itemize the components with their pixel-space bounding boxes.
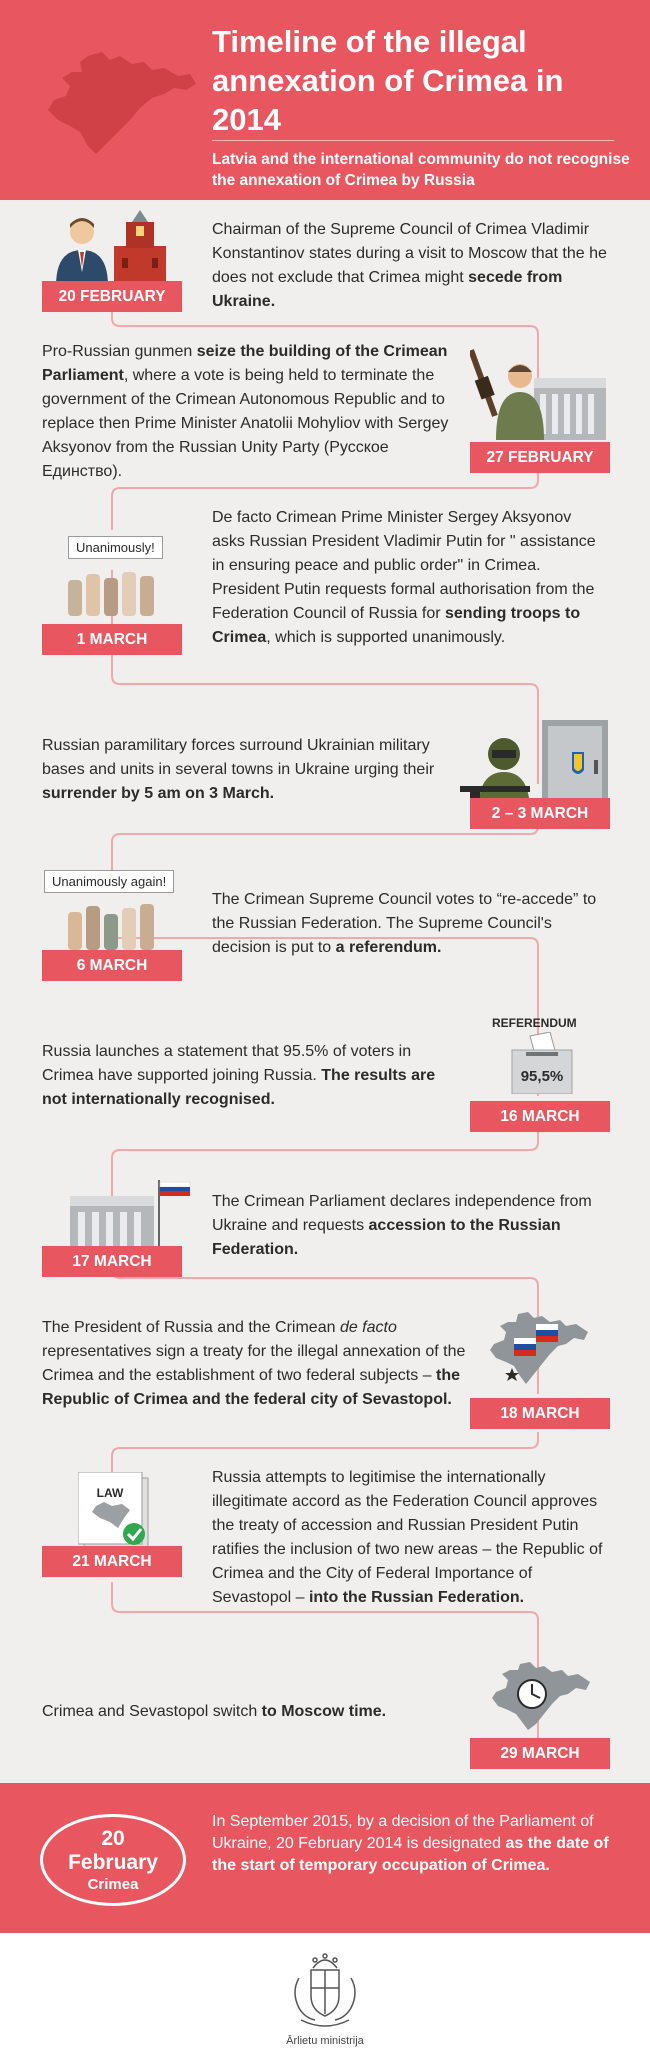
- date-badge-1-march: 1 MARCH: [42, 624, 182, 655]
- bold-text: surrender by 5 am on 3 March.: [42, 785, 275, 802]
- date-badge-2-3-march: 2 – 3 MARCH: [470, 798, 610, 829]
- coat-of-arms-logo: [285, 1948, 365, 2032]
- emblem-day: 20: [101, 1827, 125, 1850]
- date-badge-21-march: 21 MARCH: [42, 1546, 182, 1577]
- timeline: [0, 200, 650, 1783]
- page-subtitle: Latvia and the international community do not recognise the annexation of Crimea by Russia: [212, 151, 630, 189]
- bold-text: secede from Ukraine.: [212, 269, 563, 310]
- speech-bubble-unanimously: Unanimously!: [68, 536, 163, 559]
- event-text-18-march: [42, 1316, 472, 1412]
- text-segment: De facto Crimean Prime Minister Sergey Aksyonov asks Russian President Vladimir Putin for " assistance in ensuring peace and public order" in Crimea. President Putin requests formal authorisation from the Federation Council of Russia for: [212, 509, 596, 622]
- gunman-parliament-icon: [470, 348, 610, 440]
- event-text-29-march: [42, 1700, 462, 1724]
- law-label: LAW: [96, 1486, 124, 1500]
- date-emblem: [40, 1814, 186, 1906]
- event-text-16-march: [42, 1040, 452, 1112]
- date-badge-16-march: 16 MARCH: [470, 1101, 610, 1132]
- bold-text: a referendum.: [335, 939, 442, 956]
- bold-text: accession to the Russian Federation.: [212, 1217, 561, 1258]
- event-text-6-march: [212, 888, 612, 960]
- text-segment: Crimea and Sevastopol switch: [42, 1703, 262, 1720]
- event-text-20-february: [212, 218, 622, 314]
- text-segment: The President of Russia and the Crimean: [42, 1319, 340, 1336]
- date-badge-17-march: 17 MARCH: [42, 1246, 182, 1277]
- text-segment: In September 2015, by a decision of the Parliament of Ukraine, 20 February 2014 is designated: [212, 1813, 594, 1852]
- event-text-17-march: [212, 1190, 612, 1262]
- emblem-place: Crimea: [87, 1876, 139, 1893]
- raised-hands-icon: [66, 566, 166, 616]
- event-text-1-march: [212, 506, 602, 650]
- bold-text: The results are not internationally recognised.: [42, 1067, 436, 1108]
- law-document-icon: [78, 1472, 158, 1550]
- page-title: Timeline of the illegal annexation of Crimea in 2014: [212, 24, 564, 137]
- event-text-21-march: [212, 1466, 612, 1610]
- bold-text: to Moscow time.: [261, 1703, 387, 1720]
- bold-text: seize the building of the Crimean Parliament: [42, 343, 448, 384]
- date-badge-27-february: 27 FEBRUARY: [470, 442, 610, 473]
- crimea-russian-flags-icon: [484, 1310, 594, 1390]
- text-segment: Russian paramilitary forces surround Ukrainian military bases and units in several towns in Ukraine urging their: [42, 737, 435, 778]
- italic-text: de facto: [339, 1319, 397, 1336]
- footer-text: [212, 1811, 632, 1877]
- text-segment: Russia attempts to legitimise the internationally illegitimate accord as the Federation Council approves the treaty of accession and Russian President Putin ratifies the inclusion of two new areas – the Republic of Crimea and the City of Federal Importance of Sevastopol –: [212, 1469, 603, 1606]
- footer: [0, 1783, 650, 1933]
- bold-text: sending troops to Crimea: [212, 605, 581, 646]
- text-segment: The Crimean Parliament declares independence from Ukraine and requests: [212, 1193, 592, 1234]
- bold-text: as the date of the start of temporary occupation of Crimea.: [212, 1835, 609, 1874]
- crimea-clock-icon: [486, 1660, 596, 1732]
- date-badge-20-february: 20 FEBRUARY: [42, 281, 182, 312]
- ministry-name: Ārlietu ministrija: [286, 2035, 364, 2047]
- date-badge-29-march: 29 MARCH: [470, 1738, 610, 1769]
- politician-kremlin-icon: [52, 210, 182, 286]
- date-badge-18-march: 18 MARCH: [470, 1398, 610, 1429]
- crimea-map-icon: [40, 50, 200, 160]
- speech-bubble-unanimously-again: Unanimously again!: [44, 870, 174, 893]
- text-segment: Pro-Russian gunmen: [42, 343, 197, 360]
- ballot-value: 95,5%: [520, 1068, 564, 1085]
- bold-text: the Republic of Crimea and the federal city of Sevastopol.: [42, 1367, 460, 1408]
- raised-hands-icon-2: [66, 900, 166, 950]
- date-badge-6-march: 6 MARCH: [42, 950, 182, 981]
- text-segment: , where a vote is being held to terminate the government of the Crimean Autonomous Republic and to replace then Prime Minister Anatolii Mohyliov with Sergey Aksyonov from the Russian Unity Party (Русское Единство).: [42, 367, 449, 480]
- bold-text: into the Russian Federation.: [308, 1589, 525, 1606]
- emblem-month: February: [68, 1851, 158, 1874]
- header-divider: [212, 140, 614, 141]
- event-text-2-3-march: [42, 734, 442, 806]
- header: [0, 0, 650, 200]
- text-segment: , which is supported unanimously.: [266, 629, 506, 646]
- parliament-flag-icon: [66, 1180, 196, 1250]
- referendum-label: REFERENDUM: [492, 1016, 577, 1030]
- event-text-27-february: [42, 340, 460, 484]
- text-segment: Russia launches a statement that 95.5% of voters in Crimea have supported joining Russia.: [42, 1043, 412, 1084]
- text-segment: Chairman of the Supreme Council of Crimea Vladimir Konstantinov states during a visit to Moscow that the he does not exclude that Crimea might: [212, 221, 607, 286]
- text-segment: The Crimean Supreme Council votes to “re-accede” to the Russian Federation. The Supreme Council's decision is put to: [212, 891, 597, 956]
- text-segment: representatives sign a treaty for the illegal annexation of the Crimea and the establishment of two federal subjects –: [42, 1343, 466, 1384]
